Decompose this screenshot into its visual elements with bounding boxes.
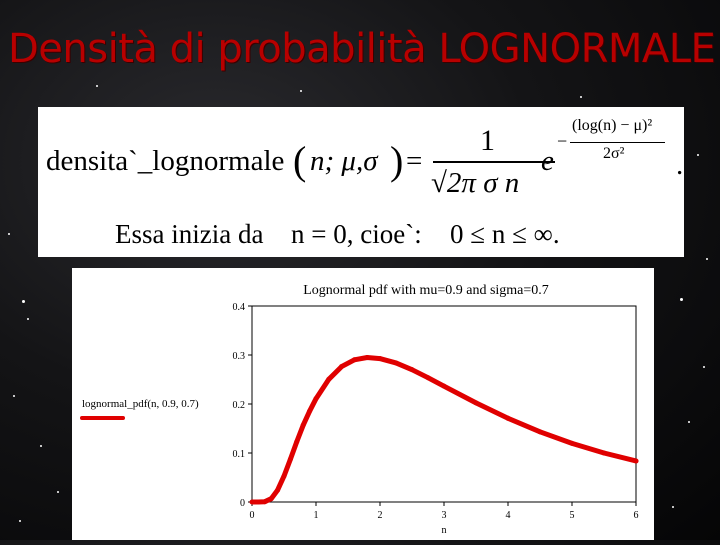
y-tick-label: 0 [240,498,245,509]
domain-note-prefix: Essa inizia da [115,219,264,249]
formula-function-name: densita`_lognormale [46,145,285,177]
lognormal-chart [72,268,654,540]
data-point [506,416,511,421]
data-point [570,441,575,446]
formula-equals-sign: = [406,145,423,177]
formula-numerator: 1 [480,124,495,157]
formula-panel [38,107,684,257]
star [13,395,15,397]
formula-period: . [676,149,684,181]
y-tick-label: 0.1 [232,449,245,460]
x-axis-label: n [441,525,447,536]
star [96,85,98,87]
star [706,258,708,260]
data-point [301,423,306,428]
star [8,233,10,235]
star [680,298,683,301]
star [57,491,59,493]
data-point [634,459,639,464]
chart-panel [72,268,654,540]
data-point [442,384,447,389]
formula-open-paren: ( [293,138,307,183]
x-tick-label: 2 [377,510,383,521]
data-point [269,496,274,501]
y-tick-label: 0.3 [232,351,245,362]
domain-note-range: 0 ≤ n ≤ ∞. [450,219,560,249]
data-point [262,499,267,504]
data-point [602,451,607,456]
x-tick-label: 5 [569,510,575,521]
data-point [339,364,344,369]
formula-exponent-denominator: 2σ² [603,145,625,162]
data-point [294,439,299,444]
star [580,96,582,98]
formula-exponent-numerator: (log(n) − μ)² [572,117,653,134]
star [697,154,699,156]
data-point [314,396,319,401]
star [22,300,25,303]
data-point [378,356,383,361]
x-tick-label: 4 [505,510,511,521]
star [19,520,21,522]
y-tick-label: 0.4 [232,302,245,313]
formula-close-paren: ) [390,138,404,183]
data-point [474,400,479,405]
x-tick-label: 6 [633,510,639,521]
chart-title: Lognormal pdf with mu=0.9 and sigma=0.7 [303,283,549,298]
domain-note-start: n = 0, cioe`: [291,219,422,249]
star [703,366,705,368]
data-point [256,500,261,505]
plot-frame [252,306,636,502]
star [672,506,674,508]
data-point [538,429,543,434]
x-tick-label: 3 [441,510,447,521]
legend-label: lognormal_pdf(n, 0.9, 0.7) [82,398,199,410]
data-point [352,357,357,362]
formula-arguments: n; μ,σ [310,145,378,177]
formula-exponent-fraction-bar [570,142,665,143]
data-point [326,377,331,382]
data-point [426,375,431,380]
formula-fraction-bar [433,161,555,163]
y-tick-label: 0.2 [232,400,245,411]
x-tick-label: 1 [313,510,319,521]
data-point [365,355,370,360]
data-point [288,457,293,462]
data-point [307,409,312,414]
data-point [394,360,399,365]
star [300,90,302,92]
formula-exponent-minus: − [557,131,568,151]
star [27,318,29,320]
series-line [252,358,636,503]
star [40,445,42,447]
data-point [275,488,280,493]
formula-denominator: √2π σ n [431,167,520,199]
slide-title: Densità di probabilità LOGNORMALE [8,26,716,72]
star [688,421,690,423]
data-point [282,474,287,479]
x-tick-label: 0 [249,510,255,521]
formula-exponential-base: e [541,145,554,177]
data-point [410,367,415,372]
